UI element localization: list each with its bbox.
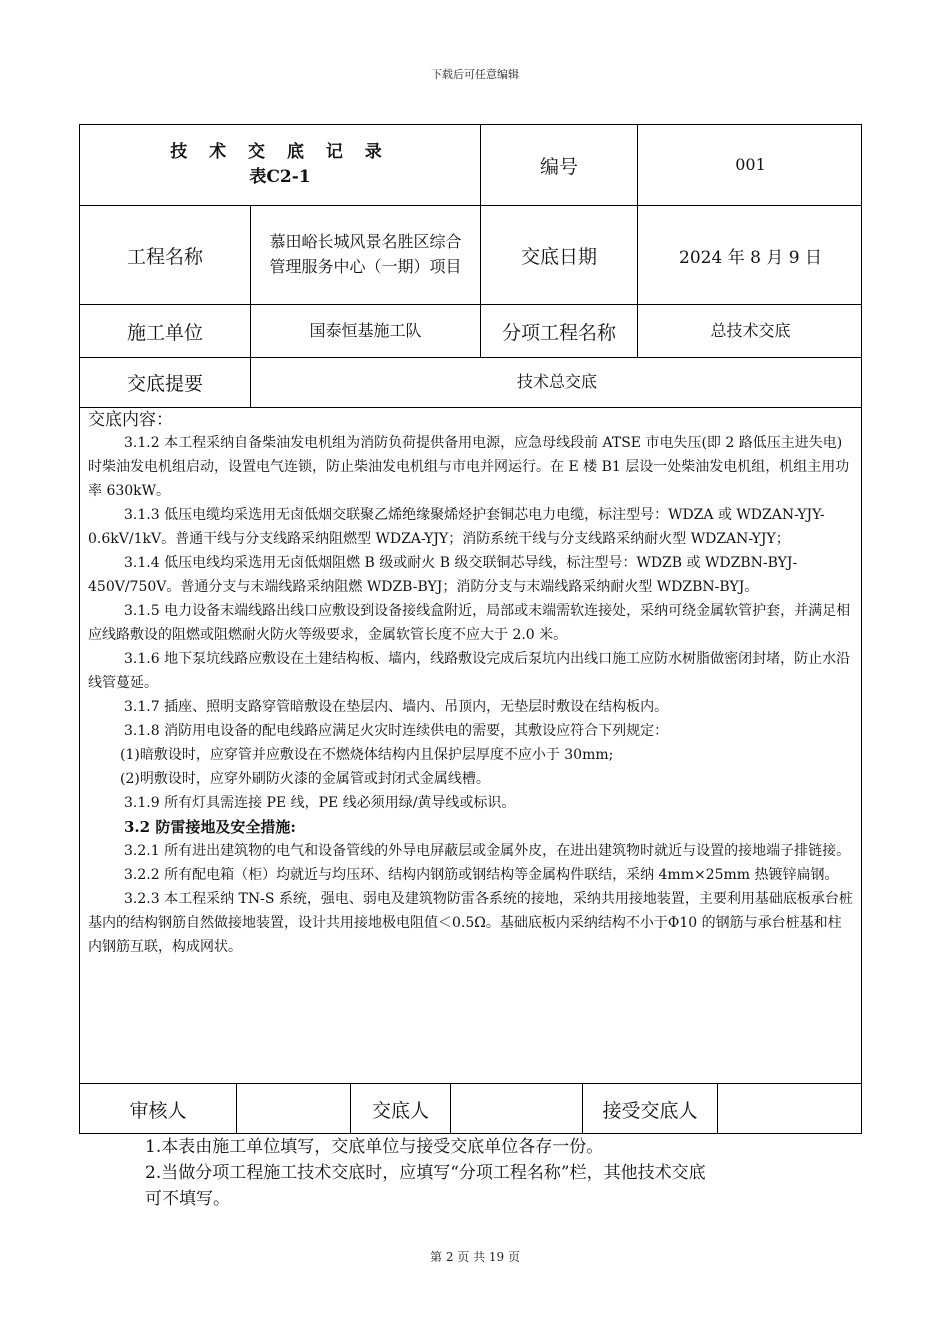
header-note: 下载后可任意编辑 bbox=[431, 68, 519, 81]
form-code: 表C2-1 bbox=[249, 167, 311, 187]
construction-unit-value: 国泰恒基施工队 bbox=[251, 305, 481, 357]
content-heading: 交底内容： bbox=[88, 410, 173, 430]
paragraph-3-1-6: 3.1.6 地下泵坑线路应敷设在土建结构板、墙内，线路敷设完成后泵坑内出线口施工应防水树脂做密闭封堵，防止水沿线管蔓延。 bbox=[88, 651, 851, 691]
paragraph-3-1-2: 3.1.2 本工程采纳自备柴油发电机组为消防负荷提供备用电源，应急母线段前 ATSE 市电失压(即 2 路低压主进失电)时柴油发电机组启动，设置电气连锁，防止柴油发电机组与市电并网运行。在 E 楼 B1 层设一处柴油发电机组，机组主用功率 630kW。 bbox=[88, 435, 850, 499]
date-value: 2024 年 8 月 9 日 bbox=[679, 247, 822, 268]
receiver-label: 接受交底人 bbox=[583, 1084, 718, 1134]
disclosure-content bbox=[80, 408, 861, 1084]
page-number: 第 2 页 共 19 页 bbox=[430, 1250, 520, 1264]
summary-value: 技术总交底 bbox=[516, 372, 597, 392]
reviewer-label: 审核人 bbox=[80, 1084, 237, 1134]
presenter-label: 交底人 bbox=[351, 1084, 451, 1134]
number-value: 001 bbox=[735, 154, 766, 174]
paragraph-3-1-9: 3.1.9 所有灯具需连接 PE 线，PE 线必须用绿/黄导线或标识。 bbox=[124, 795, 516, 811]
form-title-main: 技 术 交 底 记 录 bbox=[170, 141, 390, 162]
date-label: 交底日期 bbox=[481, 206, 638, 304]
paragraph-3-1-5: 3.1.5 电力设备末端线路出线口应敷设到设备接线盒附近，局部或末端需软连接处，采纳可绕金属软管护套，并满足相应线路敷设的阻燃或阻燃耐火防火等级要求，金属软管长度不应大于 2.0 米。 bbox=[88, 603, 851, 643]
reviewer-signature[interactable] bbox=[237, 1084, 351, 1134]
sub-project-value: 总技术交底 bbox=[710, 320, 791, 340]
paragraph-3-1-7: 3.1.7 插座、照明支路穿管暗敷设在垫层内、墙内、吊顶内，无垫层时敷设在结构板内。 bbox=[124, 699, 669, 715]
note-1: 1.本表由施工单位填写，交底单位与接受交底单位各存一份。 bbox=[145, 1137, 604, 1157]
construction-unit-label: 施工单位 bbox=[80, 305, 251, 357]
signature-row bbox=[80, 1084, 861, 1134]
summary-row bbox=[80, 358, 861, 408]
paragraph-3-1-3: 3.1.3 低压电缆均采选用无卤低烟交联聚乙烯绝缘聚烯烃护套铜芯电力电缆，标注型号：WDZA 或 WDZAN-YJY-0.6kV/1kV。普通干线与分支线路采纳阻燃型 WDZA-YJY；消防系统干线与分支线路采纳耐火型 WDZAN-YJY； bbox=[88, 507, 825, 547]
disclosure-form bbox=[79, 124, 862, 1134]
paragraph-3-1-8: 3.1.8 消防用电设备的配电线路应满足火灾时连续供电的需要，其敷设应符合下列规定： bbox=[124, 723, 669, 739]
paragraph-3-2-1: 3.2.1 所有进出建筑物的电气和设备管线的外导电屏蔽层或金属外皮，在进出建筑物时就近与设置的接地端子排链接。 bbox=[124, 843, 851, 859]
paragraph-3-2-2: 3.2.2 所有配电箱（柜）均就近与均压环、结构内钢筋或钢结构等金属构件联结，采纳 4mm×25mm 热镀锌扁钢。 bbox=[124, 867, 839, 883]
number-label: 编号 bbox=[481, 125, 638, 205]
note-2: 2.当做分项工程施工技术交底时，应填写“分项工程名称”栏，其他技术交底 bbox=[145, 1163, 706, 1183]
presenter-signature[interactable] bbox=[451, 1084, 583, 1134]
form-title bbox=[80, 125, 481, 205]
sub-item-2: (2)明敷设时，应穿外刷防火漆的金属管或封闭式金属线槽。 bbox=[120, 771, 490, 787]
receiver-signature[interactable] bbox=[718, 1084, 863, 1134]
title-row bbox=[80, 125, 861, 206]
project-name-label: 工程名称 bbox=[80, 206, 251, 304]
section-3-2-heading: 3.2 防雷接地及安全措施: bbox=[124, 818, 296, 836]
sub-item-1: (1)暗敷设时，应穿管并应敷设在不燃烧体结构内且保护层厚度不应小于 30mm; bbox=[120, 747, 614, 763]
sub-project-label: 分项工程名称 bbox=[481, 305, 638, 357]
paragraph-3-2-3: 3.2.3 本工程采纳 TN-S 系统，强电、弱电及建筑物防雷各系统的接地，采纳共用接地装置，主要利用基础底板承台桩基内的结构钢筋自然做接地装置，设计共用接地极电阻值＜0.5Ω。基础底板内采纳结构不小于Φ10 的钢筋与承台桩基和柱内钢筋互联，构成网状。 bbox=[88, 891, 853, 955]
project-name-value: 慕田峪长城风景名胜区综合管理服务中心（一期）项目 bbox=[251, 206, 481, 304]
paragraph-3-1-4: 3.1.4 低压电线均采选用无卤低烟阻燃 B 级或耐火 B 级交联铜芯导线，标注型号：WDZB 或 WDZBN-BYJ-450V/750V。普通分支与末端线路采纳阻燃 WDZB-BYJ；消防分支与末端线路采纳耐火型 WDZBN-BYJ。 bbox=[88, 555, 798, 595]
project-row bbox=[80, 206, 861, 305]
construction-row bbox=[80, 305, 861, 358]
form-notes bbox=[145, 1134, 845, 1212]
note-2-continued: 可不填写。 bbox=[145, 1189, 230, 1209]
summary-label: 交底提要 bbox=[80, 358, 251, 407]
